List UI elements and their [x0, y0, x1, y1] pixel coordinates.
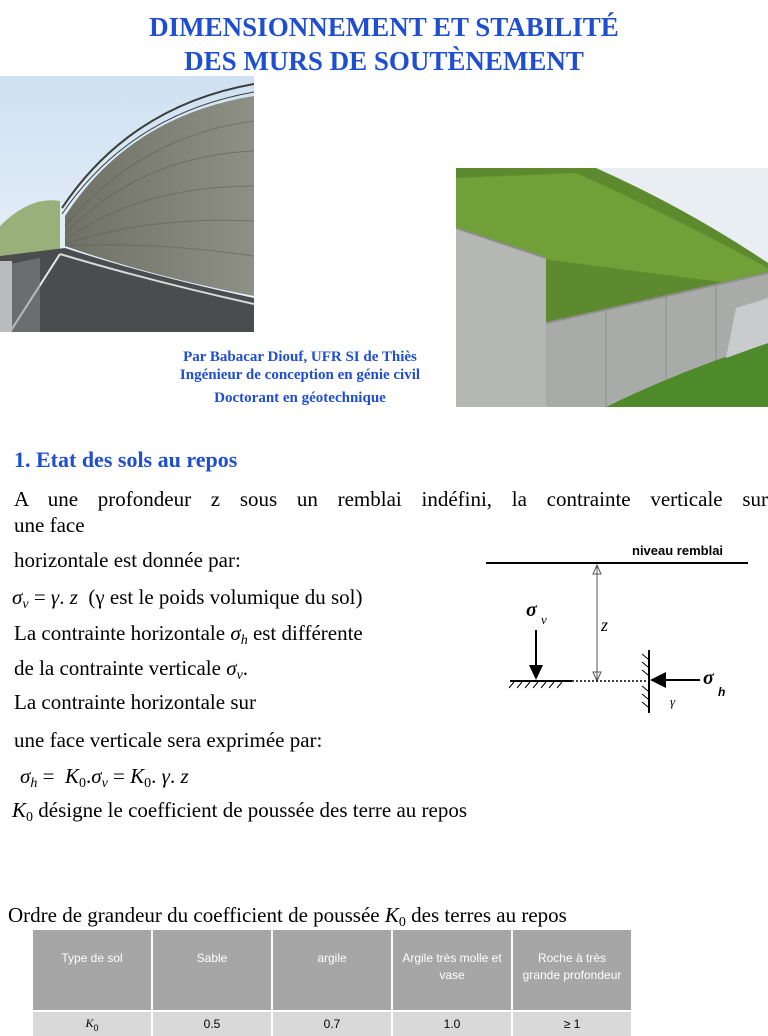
sigma-v-subscript: v [541, 612, 547, 627]
depth-label: z [601, 615, 609, 635]
gamma-label: γ [670, 694, 676, 709]
level-label: niveau remblai [632, 543, 724, 558]
paragraph-intro: A une profondeur z sous un remblai indéfini, la contrainte verticale sur [14, 487, 768, 511]
paragraph-vertical-face: une face verticale sera exprimée par: [14, 728, 323, 752]
cell-k0-label: $K_0$ [33, 1011, 152, 1036]
stress-diagram [482, 538, 752, 718]
title-line-1: DIMENSIONNEMENT ET STABILITÉ [149, 12, 619, 42]
title-line-2: DES MURS DE SOUTÈNEMENT [184, 46, 584, 76]
header-soft-clay: Argile très molle et vase [392, 930, 512, 1011]
cell-soft-clay: 1.0 [392, 1011, 512, 1036]
paragraph-horizontal-stress: La contrainte horizontale $\sigma_h$ est différente [14, 621, 363, 648]
section-heading: 1. Etat des sols au repos [14, 447, 238, 472]
table-header-row [33, 930, 632, 1011]
paragraph-intro-cont: une face [14, 513, 85, 537]
header-sand: Sable [152, 930, 272, 1011]
sigma-v-symbol: σ [526, 599, 537, 621]
paragraph-horizontal-face: La contrainte horizontale sur [14, 690, 256, 714]
sigma-h-symbol: σ [703, 667, 714, 689]
cell-clay: 0.7 [272, 1011, 392, 1036]
paragraph-k0-definition: $K_0$ désigne le coefficient de poussée des terre au repos [12, 798, 468, 825]
retaining-wall-road-photo [0, 76, 254, 332]
cell-sand: 0.5 [152, 1011, 272, 1036]
author-role: Ingénieur de conception en génie civil [179, 367, 421, 383]
paragraph-vertical-stress: de la contrainte verticale $\sigma_v$. [14, 656, 249, 683]
paragraph-horizontal: horizontale est donnée par: [14, 548, 241, 572]
header-clay: argile [272, 930, 392, 1011]
author-name: Par Babacar Diouf, UFR SI de Thiès [183, 349, 417, 365]
header-soil-type: Type de sol [33, 930, 152, 1011]
author-status: Doctorant en géotechnique [214, 390, 386, 406]
formula-horizontal-stress: $\sigma_h = K_0.\sigma_v = K_0$. γ. z [20, 764, 189, 791]
author-block [0, 348, 600, 407]
header-rock: Roche à très grande profondeur [512, 930, 632, 1011]
formula-vertical-stress: $\sigma_v = \gamma$. z (γ est le poids volumique du sol) [12, 585, 363, 612]
table-caption: Ordre de grandeur du coefficient de poussée $K_0$ des terres au repos [8, 903, 567, 930]
cell-rock: ≥ 1 [512, 1011, 632, 1036]
k0-values-table [33, 930, 633, 1036]
document-title [0, 10, 768, 78]
sigma-h-subscript: h [718, 685, 726, 699]
formula-vertical-note: (γ est le poids volumique du sol) [88, 585, 363, 609]
